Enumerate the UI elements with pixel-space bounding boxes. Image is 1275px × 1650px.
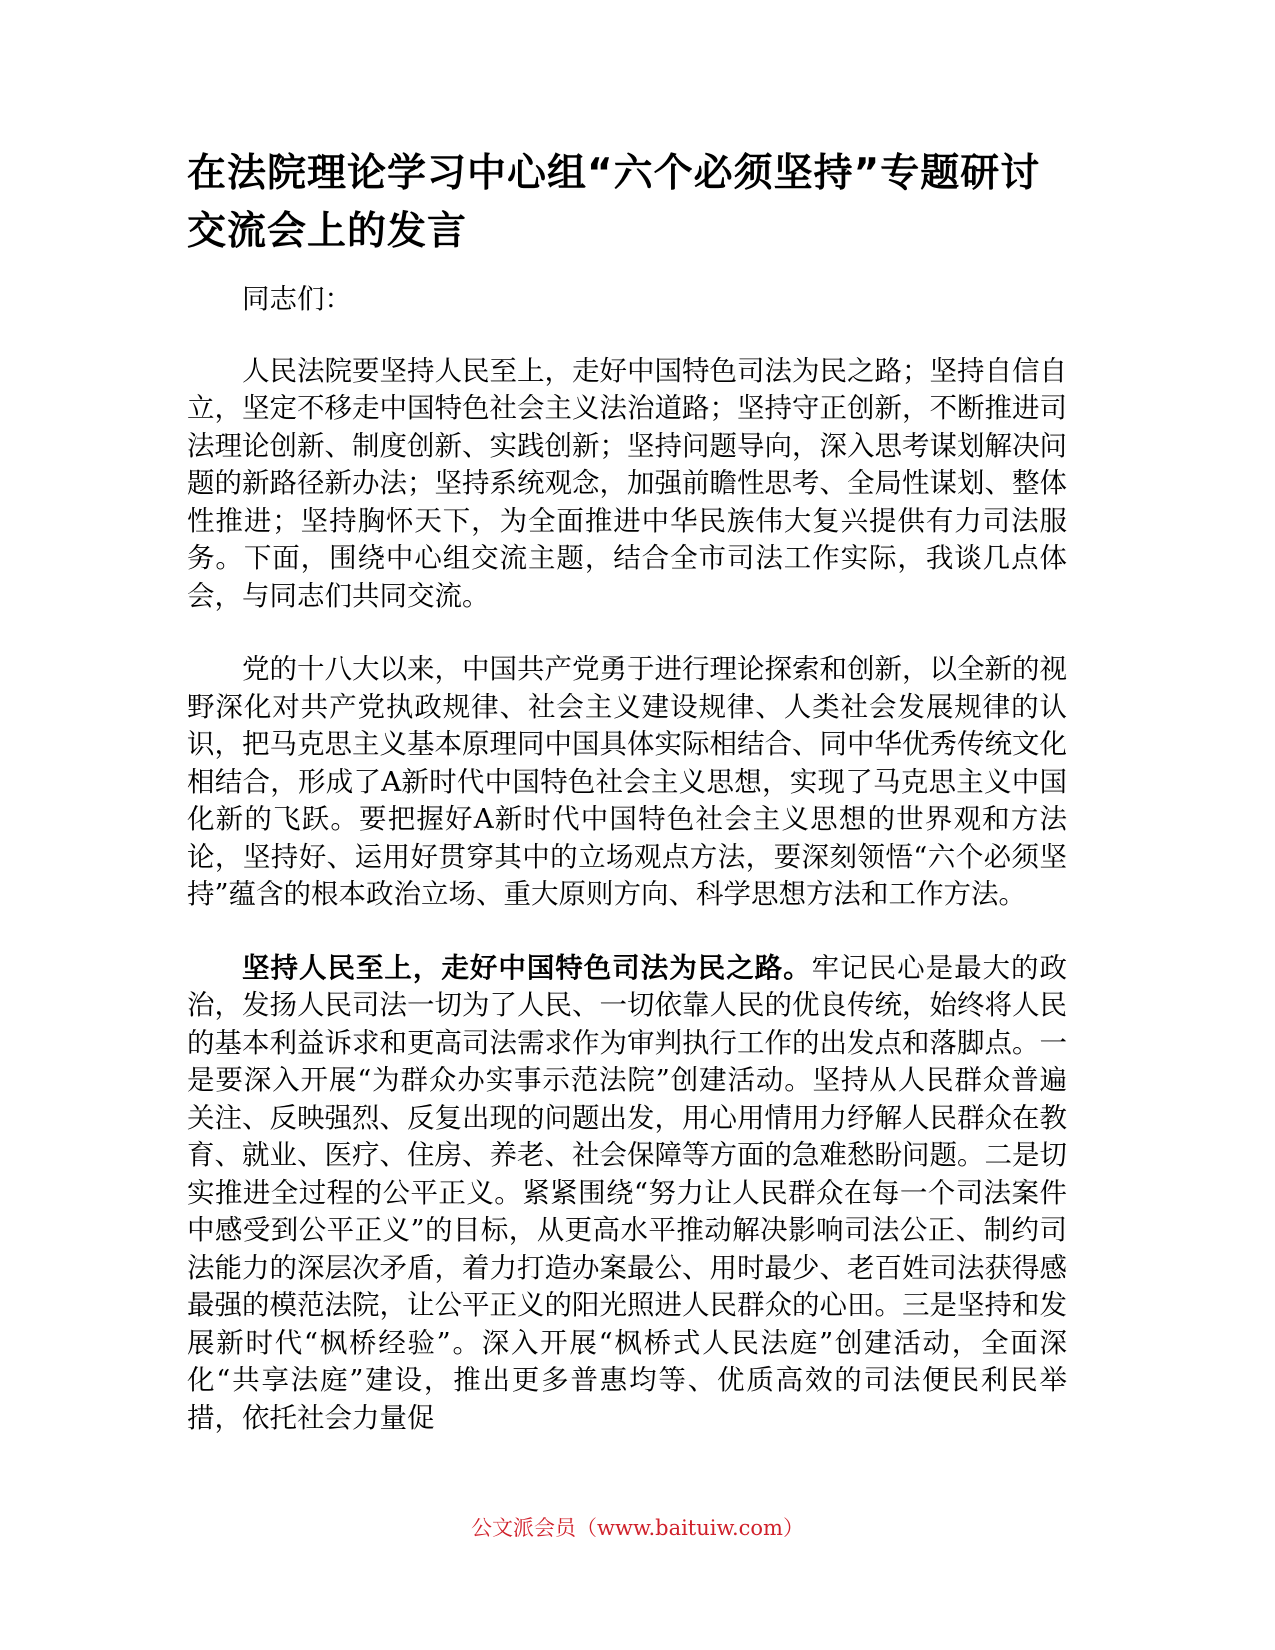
document-body	[187, 145, 1067, 1473]
paragraph-text: 牢记民心是最大的政治，发扬人民司法一切为了人民、一切依靠人民的优良传统，始终将人民的基本利益诉求和更高司法需求作为审判执行工作的出发点和落脚点。一是要深入开展“为群众办实事示范法院”创建活动。坚持从人民群众普遍关注、反映强烈、反复出现的问题出发，用心用情用力纾解人民群众在教育、就业、医疗、住房、养老、社会保障等方面的急难愁盼问题。二是切实推进全过程的公平正义。紧紧围绕“努力让人民群众在每一个司法案件中感受到公平正义”的目标，从更高水平推动解决影响司法公正、制约司法能力的深层次矛盾，着力打造办案最公、用时最少、老百姓司法获得感最强的模范法院，让公平正义的阳光照进人民群众的心田。三是坚持和发展新时代“枫桥经验”。深入开展“枫桥式人民法庭”创建活动，全面深化“共享法庭”建设，推出更多普惠均等、优质高效的司法便民利民举措，依托社会力量促	[187, 951, 1068, 1434]
paragraph-people-first	[187, 950, 1067, 1438]
paragraph-theory	[187, 651, 1067, 914]
document-title: 在法院理论学习中心组“六个必须坚持”专题研讨交流会上的发言	[187, 151, 1041, 254]
paragraph-intro	[187, 353, 1067, 616]
paragraph-lead-heading: 坚持人民至上，走好中国特色司法为民之路。	[242, 951, 812, 984]
paragraph-text: 党的十八大以来，中国共产党勇于进行理论探索和创新，以全新的视野深化对共产党执政规律、社会主义建设规律、人类社会发展规律的认识，把马克思主义基本原理同中国具体实际相结合、同中华优秀传统文化相结合，形成了A新时代中国特色社会主义思想，实现了马克思主义中国化新的飞跃。要把握好A新时代中国特色社会主义思想的世界观和方法论，坚持好、运用好贯穿其中的立场观点方法，要深刻领悟“六个必须坚持”蕴含的根本政治立场、重大原则方向、科学思想方法和工作方法。	[187, 653, 1067, 910]
footer-watermark: 公文派会员（www.baituiw.com）	[471, 1516, 804, 1540]
paragraph-text: 人民法院要坚持人民至上，走好中国特色司法为民之路；坚持自信自立，坚定不移走中国特色社会主义法治道路；坚持守正创新，不断推进司法理论创新、制度创新、实践创新；坚持问题导向，深入思考谋划解决问题的新路径新办法；坚持系统观念，加强前瞻性思考、全局性谋划、整体性推进；坚持胸怀天下，为全面推进中华民族伟大复兴提供有力司法服务。下面，围绕中心组交流主题，结合全市司法工作实际，我谈几点体会，与同志们共同交流。	[187, 354, 1067, 612]
salutation: 同志们：	[242, 283, 352, 315]
